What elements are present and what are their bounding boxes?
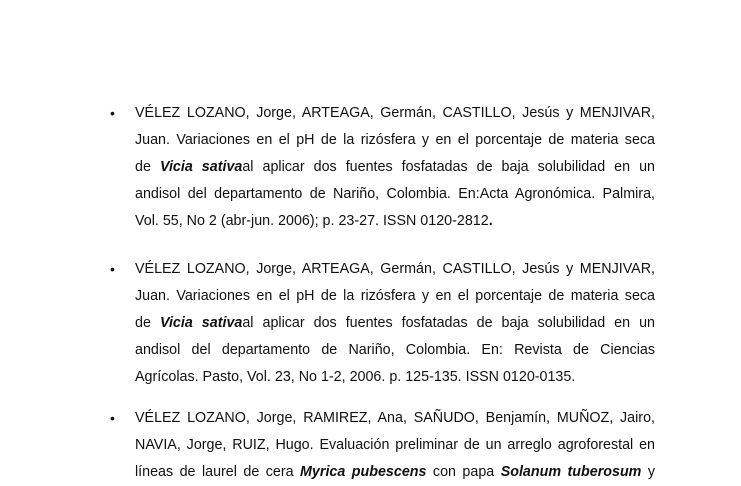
italic-term: Vicia sativa <box>159 159 243 175</box>
reference-line <box>135 127 655 154</box>
reference-text: con papa <box>426 464 501 480</box>
reference-text: de <box>135 315 160 331</box>
reference-text: andisol del departamento de Nariño, Colombia. En: Revista de Ciencias <box>135 342 655 358</box>
reference-line <box>135 208 655 235</box>
reference-line <box>135 337 655 364</box>
reference-text: andisol del departamento de Nariño, Colombia. En:Acta Agronómica. Palmira, <box>135 186 655 202</box>
bullet-icon: • <box>110 105 115 121</box>
reference-entry <box>110 100 655 235</box>
reference-text: líneas de laurel de cera <box>135 464 301 480</box>
reference-text: Juan. Variaciones en el pH de la rizósfera y en el porcentaje de materia seca <box>135 288 655 304</box>
reference-line <box>135 405 655 432</box>
reference-text: Juan. Variaciones en el pH de la rizósfera y en el porcentaje de materia seca <box>135 132 655 148</box>
reference-entry <box>110 405 655 486</box>
reference-text: de <box>135 159 160 175</box>
reference-text: y <box>641 464 655 480</box>
reference-text: al aplicar dos fuentes fosfatadas de baja solubilidad en un <box>242 159 655 175</box>
reference-text: al aplicar dos fuentes fosfatadas de baja solubilidad en un <box>242 315 655 331</box>
bullet-icon: • <box>110 261 115 277</box>
reference-line <box>135 100 655 127</box>
reference-text: Vol. 55, No 2 (abr-jun. 2006); p. 23-27. ISSN 0120-2812 <box>135 213 489 229</box>
reference-text: VÉLEZ LOZANO, Jorge, ARTEAGA, Germán, CASTILLO, Jesús y MENJIVAR, <box>135 261 655 277</box>
reference-text: Agrícolas. Pasto, Vol. 23, No 1-2, 2006. p. 125-135. ISSN 0120-0135. <box>135 369 576 385</box>
reference-line <box>135 256 655 283</box>
bullet-icon: • <box>110 410 115 426</box>
reference-line <box>135 432 655 459</box>
reference-line <box>135 181 655 208</box>
reference-line <box>135 364 655 391</box>
reference-text: VÉLEZ LOZANO, Jorge, ARTEAGA, Germán, CASTILLO, Jesús y MENJIVAR, <box>135 105 655 121</box>
italic-term: Myrica pubescens <box>300 464 427 480</box>
reference-line <box>135 154 655 181</box>
italic-term: Vicia sativa <box>159 315 243 331</box>
reference-line <box>135 459 655 486</box>
reference-line <box>135 310 655 337</box>
reference-line <box>135 283 655 310</box>
reference-text: VÉLEZ LOZANO, Jorge, RAMIREZ, Ana, SAÑUDO, Benjamín, MUÑOZ, Jairo, <box>135 410 655 426</box>
reference-entry <box>110 256 655 391</box>
italic-term: Solanum tuberosum <box>500 464 642 480</box>
reference-text: NAVIA, Jorge, RUIZ, Hugo. Evaluación preliminar de un arreglo agroforestal en <box>135 437 655 453</box>
italic-term: . <box>488 213 493 229</box>
